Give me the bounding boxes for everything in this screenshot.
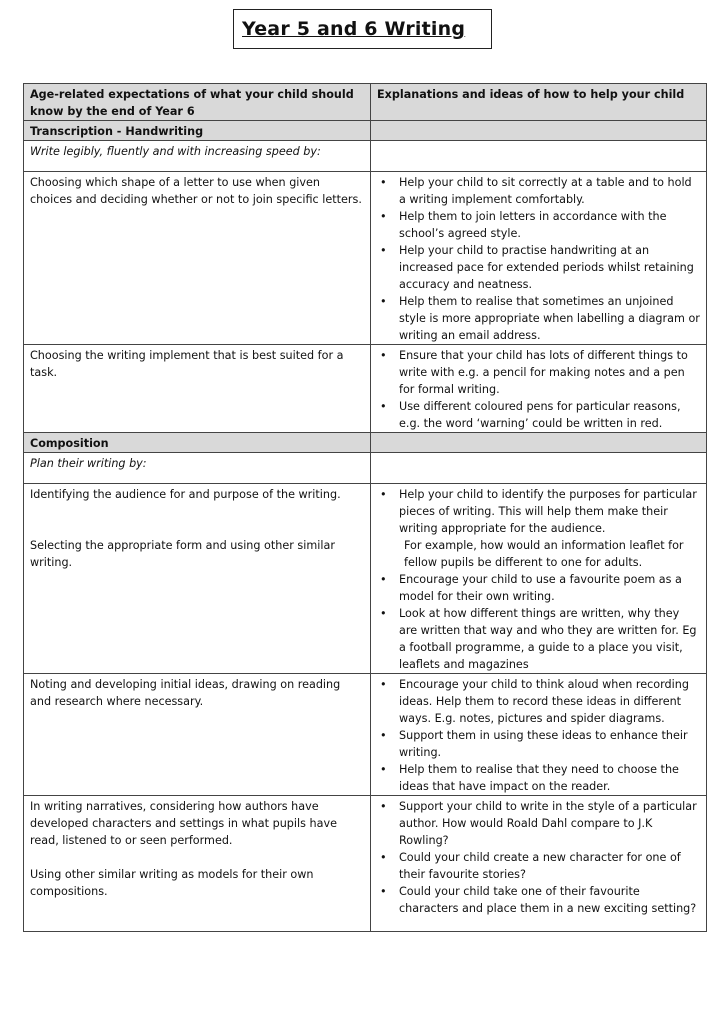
expectation-text: Choosing which shape of a letter to use when given choices and deciding whether or not to join specific letters. bbox=[30, 176, 362, 206]
expectation-text: Choosing the writing implement that is best suited for a task. bbox=[30, 349, 344, 379]
ideas-cell bbox=[371, 172, 707, 345]
page-title: Year 5 and 6 Writing bbox=[242, 18, 466, 40]
title-box bbox=[233, 9, 492, 49]
section-subheading: Write legibly, fluently and with increasing speed by: bbox=[24, 141, 371, 172]
header-expectations: Age-related expectations of what your child should know by the end of Year 6 bbox=[24, 84, 371, 121]
list-item: • Encourage your child to use a favourite poem as a model for their own writing. bbox=[399, 571, 700, 605]
list-item: • Support them in using these ideas to enhance their writing. bbox=[399, 727, 700, 761]
list-item: • Help them to join letters in accordance with the school’s agreed style. bbox=[399, 208, 700, 242]
section-subheading-empty bbox=[371, 453, 707, 484]
list-item-continuation: For example, how would an information leaflet for fellow pupils be different to one for adults. bbox=[404, 539, 684, 569]
section-heading: Transcription - Handwriting bbox=[24, 121, 371, 141]
ideas-list bbox=[377, 347, 700, 432]
table-row bbox=[24, 796, 707, 932]
table-row bbox=[24, 172, 707, 345]
ideas-list bbox=[377, 486, 700, 673]
ideas-cell bbox=[371, 484, 707, 674]
section-subheading-row bbox=[24, 453, 707, 484]
table-row bbox=[24, 484, 707, 674]
list-item: • Help them to realise that sometimes an unjoined style is more appropriate when labelling a diagram or writing an email address. bbox=[399, 293, 700, 344]
header-ideas: Explanations and ideas of how to help your child bbox=[371, 84, 707, 121]
expectation-text: Selecting the appropriate form and using other similar writing. bbox=[30, 539, 335, 569]
list-item: • Encourage your child to think aloud when recording ideas. Help them to record these ideas in different ways. E.g. notes, pictures and spider diagrams. bbox=[399, 676, 700, 727]
expectation-cell bbox=[24, 674, 371, 796]
expectation-text: Noting and developing initial ideas, drawing on reading and research where necessary. bbox=[30, 678, 341, 708]
ideas-cell bbox=[371, 345, 707, 433]
section-heading-empty bbox=[371, 433, 707, 453]
ideas-list bbox=[377, 676, 700, 795]
list-item bbox=[399, 486, 700, 571]
ideas-cell bbox=[371, 674, 707, 796]
table-header-row bbox=[24, 84, 707, 121]
section-heading-row bbox=[24, 121, 707, 141]
list-item-text: Help your child to identify the purposes for particular pieces of writing. This will help them make their writing appropriate for the audience. bbox=[399, 488, 697, 535]
list-item: • Support your child to write in the style of a particular author. How would Roald Dahl compare to J.K Rowling? bbox=[399, 798, 700, 849]
expectation-text: In writing narratives, considering how authors have developed characters and settings in what pupils have read, listened to or seen performed. bbox=[30, 800, 337, 847]
section-subheading-empty bbox=[371, 141, 707, 172]
table-row bbox=[24, 345, 707, 433]
list-item: • Use different coloured pens for particular reasons, e.g. the word ‘warning’ could be written in red. bbox=[399, 398, 700, 432]
expectation-text: Using other similar writing as models for their own compositions. bbox=[30, 868, 314, 898]
list-item: • Help your child to practise handwriting at an increased pace for extended periods whilst retaining accuracy and neatness. bbox=[399, 242, 700, 293]
ideas-list bbox=[377, 174, 700, 344]
expectation-cell bbox=[24, 796, 371, 932]
list-item: • Look at how different things are written, why they are written that way and who they are written for. Eg a football programme, a guide to a place you visit, leaflets and magazines bbox=[399, 605, 700, 673]
section-subheading: Plan their writing by: bbox=[24, 453, 371, 484]
section-heading: Composition bbox=[24, 433, 371, 453]
list-item: • Help them to realise that they need to choose the ideas that have impact on the reader. bbox=[399, 761, 700, 795]
ideas-list bbox=[377, 798, 700, 917]
section-subheading-row bbox=[24, 141, 707, 172]
list-item: • Help your child to sit correctly at a table and to hold a writing implement comfortably. bbox=[399, 174, 700, 208]
ideas-cell bbox=[371, 796, 707, 932]
expectation-cell bbox=[24, 345, 371, 433]
expectation-text: Identifying the audience for and purpose of the writing. bbox=[30, 488, 341, 501]
section-heading-row bbox=[24, 433, 707, 453]
expectation-cell bbox=[24, 484, 371, 674]
list-item: • Could your child take one of their favourite characters and place them in a new exciting setting? bbox=[399, 883, 700, 917]
list-item: • Ensure that your child has lots of different things to write with e.g. a pencil for making notes and a pen for formal writing. bbox=[399, 347, 700, 398]
table-row bbox=[24, 674, 707, 796]
expectations-table bbox=[23, 83, 707, 932]
section-heading-empty bbox=[371, 121, 707, 141]
list-item: • Could your child create a new character for one of their favourite stories? bbox=[399, 849, 700, 883]
expectation-cell bbox=[24, 172, 371, 345]
